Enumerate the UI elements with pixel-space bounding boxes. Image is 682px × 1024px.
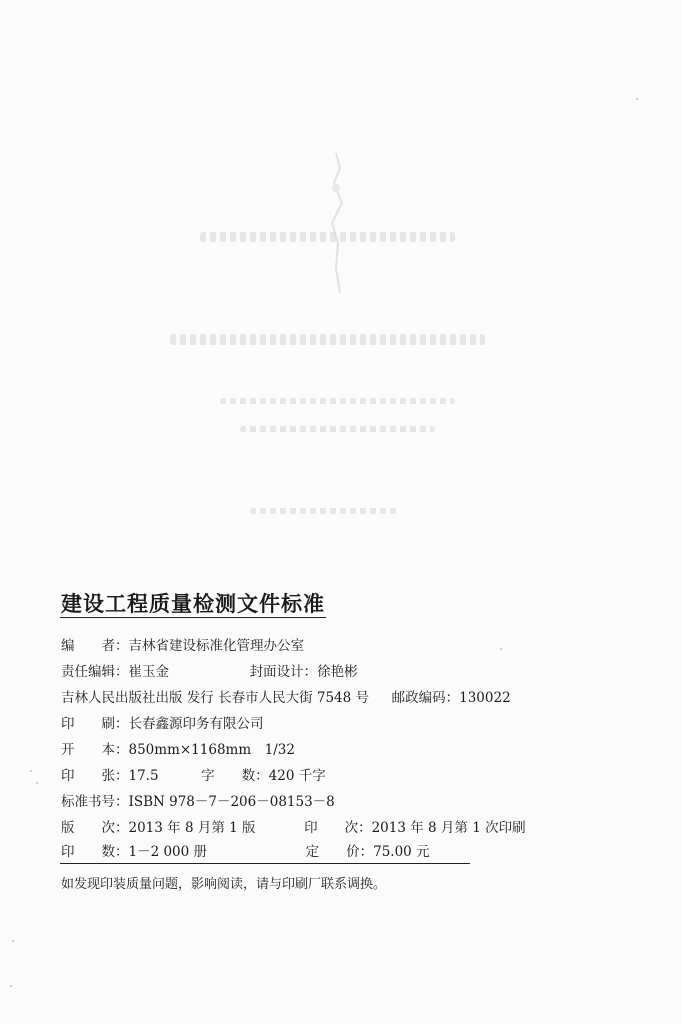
printer-row — [61, 715, 264, 733]
editor-value: 吉林省建设标准化管理办公室 — [128, 638, 304, 654]
impression-label: 印 次： — [304, 820, 372, 836]
format-value: 850mm×1168mm 1/32 — [128, 742, 295, 758]
quality-notice: 如发现印装质量问题，影响阅读，请与印刷厂联系调换。 — [61, 877, 387, 892]
printer-label: 印 刷： — [61, 716, 129, 732]
price-label: 定 价： — [305, 844, 374, 860]
cover-design-value: 徐艳彬 — [317, 664, 358, 680]
footer-rule — [60, 863, 470, 864]
isbn-value: ISBN 978－7－206－08153－8 — [128, 794, 335, 810]
sheets-row — [61, 767, 326, 785]
sheets-value: 17.5 — [128, 768, 159, 784]
scan-speck — [10, 985, 12, 987]
postcode-value: 130022 — [459, 690, 511, 706]
scan-speck — [30, 770, 32, 772]
scan-speck — [12, 940, 14, 942]
publisher-line: 吉林人民出版社出版 发行 长春市人民大街 7548 号 — [61, 690, 370, 706]
scan-speck — [500, 648, 502, 650]
editor-row — [61, 637, 304, 655]
words-label: 字 数： — [201, 768, 269, 784]
scan-speck — [636, 98, 638, 100]
edition-value: 2013 年 8 月第 1 版 — [128, 820, 256, 836]
editor-label: 编 者： — [61, 638, 129, 654]
faded-line — [220, 398, 455, 404]
copies-row — [61, 843, 430, 861]
isbn-label: 标准书号： — [61, 794, 129, 810]
words-value: 420 千字 — [268, 768, 326, 784]
faded-line — [200, 232, 455, 242]
postcode-label: 邮政编码： — [391, 690, 460, 706]
faded-line — [170, 334, 485, 345]
cover-design-label: 封面设计： — [249, 664, 318, 680]
publisher-row — [61, 689, 511, 707]
edition-row — [61, 819, 526, 837]
responsible-editor-value: 崔玉金 — [128, 664, 169, 680]
faded-line — [250, 508, 400, 514]
copies-label: 印 数： — [61, 844, 129, 860]
edition-label: 版 次： — [61, 820, 129, 836]
price-value: 75.00 元 — [373, 844, 430, 860]
title-underline — [60, 617, 326, 618]
responsible-editor-label: 责任编辑： — [61, 664, 129, 680]
isbn-row — [61, 793, 335, 811]
format-label: 开 本： — [61, 742, 129, 758]
faded-line — [240, 426, 435, 432]
book-title: 建设工程质量检测文件标准 — [61, 592, 325, 616]
faded-ornament-icon — [318, 148, 354, 298]
format-row — [61, 741, 295, 759]
printer-value: 长春鑫源印务有限公司 — [128, 716, 264, 732]
responsible-editor-row — [61, 663, 358, 681]
scan-speck — [36, 782, 38, 784]
copies-value: 1－2 000 册 — [128, 844, 208, 860]
impression-value: 2013 年 8 月第 1 次印刷 — [371, 820, 526, 836]
sheets-label: 印 张： — [61, 768, 129, 784]
